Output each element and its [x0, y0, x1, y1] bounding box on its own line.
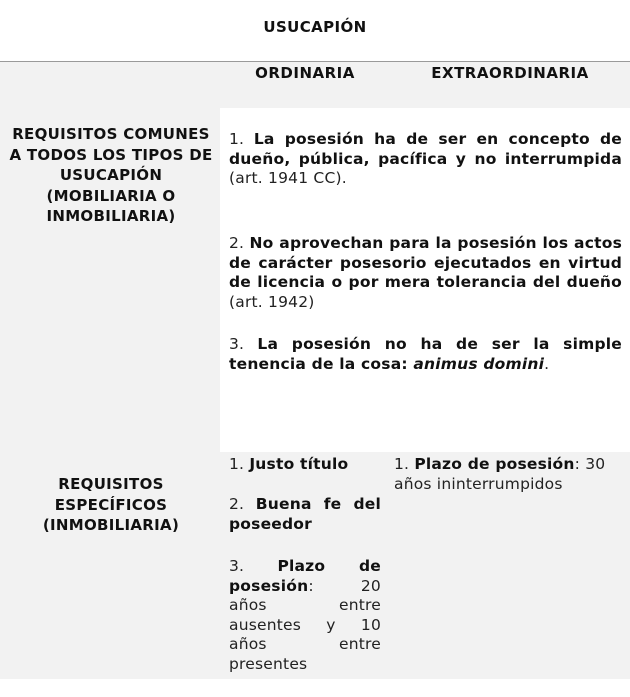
ordinaria-requirement-3: 3. Plazo de posesión: 20 años entre ausentes y 10 años entre presentes [229, 557, 381, 673]
common-requirement-1: 1. La posesión ha de ser en concepto de dueño, pública, pacífica y no interrumpida (art. 1941 CC). [229, 130, 622, 187]
row-label-specific-requirements: REQUISITOS ESPECÍFICOS (INMOBILIARIA) [42, 475, 180, 534]
extraordinaria-requirement-1: 1. Plazo de posesión: 30 años ininterrumpidos [394, 455, 606, 493]
table-title: USUCAPIÓN [263, 18, 367, 36]
common-requirement-2: 2. No aprovechan para la posesión los actos de carácter posesorio ejecutados en virtud de licencia o por mera tolerancia del dueño (art. 1942) [229, 234, 622, 311]
row-label-common-requirements: REQUISITOS COMUNES A TODOS LOS TIPOS DE USUCAPIÓN (MOBILIARIA O INMOBILIARIA) [9, 125, 213, 225]
column-header-extraordinaria: EXTRAORDINARIA [431, 64, 589, 82]
common-requirement-3: 3. La posesión no ha de ser la simple tenencia de la cosa: animus domini. [229, 335, 622, 373]
column-header-ordinaria: ORDINARIA [255, 64, 355, 82]
ordinaria-requirement-1: 1. Justo título [229, 455, 349, 473]
ordinaria-requirement-2: 2. Buena fe del poseedor [229, 495, 381, 533]
